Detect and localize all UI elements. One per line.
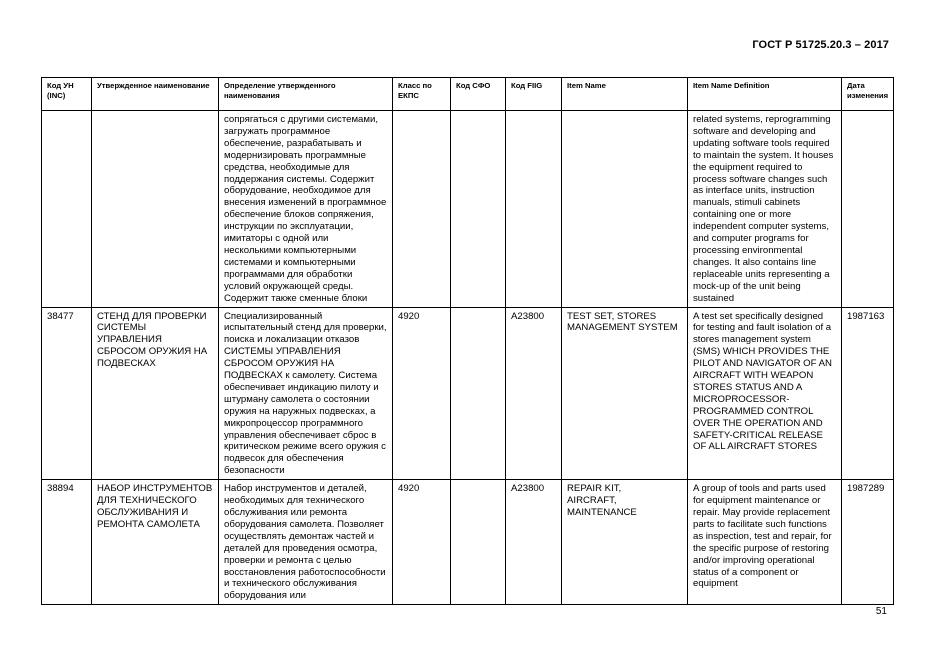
cell-sfo-code: [451, 480, 506, 605]
cell-item-name-definition: related systems, reprogramming software and developing and updating software tools required to maintain the system. It houses the equipment required to process software changes such as interface units, instruction manuals, stimuli cabinets containing one or more independent computer systems, and computer programs for processing environmental changes. It also contains line replaceable units representing a mock-up of the unit being sustained: [688, 111, 842, 308]
header-approved-name: Утвержденное наименование: [92, 78, 219, 111]
cell-definition: Специализированный испытательный стенд для проверки, поиска и локализации отказов СИСТЕМЫ УПРАВЛЕНИЯ СБРОСОМ ОРУЖИЯ НА ПОДВЕСКАХ к самолету. Система обеспечивает индикацию пилоту и штурману самолета о состоянии оружия на наружных подвесках, а микропроцессор программного управления обеспечивает сброс в критическом режиме всего оружия с подвесок для обеспечения безопасности: [219, 307, 393, 480]
cell-fiig-code: A23800: [506, 307, 562, 480]
cell-change-date: 1987289: [842, 480, 894, 605]
cell-inc: 38894: [42, 480, 92, 605]
cell-item-name-definition: A test set specifically designed for testing and fault isolation of a stores management system (SMS) WHICH PROVIDES THE PILOT AND NAVIGATOR OF AN AIRCRAFT WITH WEAPON STORES STATUS AND A MICROPROCESSOR-PROGRAMMED CONTROL OVER THE OPERATION AND SAFETY-CRITICAL RELEASE OF ALL AIRCRAFT STORES: [688, 307, 842, 480]
cell-item-name: [562, 111, 688, 308]
header-fiig-code: Код FIIG: [506, 78, 562, 111]
header-approved-name-definition: Определение утвержденного наименования: [219, 78, 393, 111]
cell-approved-name: СТЕНД ДЛЯ ПРОВЕРКИ СИСТЕМЫ УПРАВЛЕНИЯ СБРОСОМ ОРУЖИЯ НА ПОДВЕСКАХ: [92, 307, 219, 480]
table-row: [42, 307, 894, 480]
page-number: 51: [875, 606, 887, 617]
cell-inc: 38477: [42, 307, 92, 480]
cell-approved-name: [92, 111, 219, 308]
cell-sfo-code: [451, 111, 506, 308]
cell-change-date: 1987163: [842, 307, 894, 480]
cell-fiig-code: A23800: [506, 480, 562, 605]
cell-inc: [42, 111, 92, 308]
header-change-date: Дата изменения: [842, 78, 894, 111]
cell-item-name: TEST SET, STORES MANAGEMENT SYSTEM: [562, 307, 688, 480]
cell-sfo-code: [451, 307, 506, 480]
cell-ekps-class: [393, 111, 451, 308]
header-item-name-definition: Item Name Definition: [688, 78, 842, 111]
catalog-table: [41, 77, 894, 605]
cell-ekps-class: 4920: [393, 307, 451, 480]
cell-definition: Набор инструментов и деталей, необходимых для технического обслуживания или ремонта оборудования самолета. Позволяет осуществлять демонтаж частей и деталей для проведения осмотра, проверки и ремонта с целью восстановления работоспособности и технического обслуживания оборудования или: [219, 480, 393, 605]
header-sfo-code: Код СФО: [451, 78, 506, 111]
cell-approved-name: НАБОР ИНСТРУМЕНТОВ ДЛЯ ТЕХНИЧЕСКОГО ОБСЛУЖИВАНИЯ И РЕМОНТА САМОЛЕТА: [92, 480, 219, 605]
table-row: [42, 111, 894, 308]
document-standard-number: ГОСТ Р 51725.20.3 – 2017: [752, 39, 889, 51]
table-header-row: [42, 78, 894, 111]
cell-change-date: [842, 111, 894, 308]
table-row: [42, 480, 894, 605]
header-ekps-class: Класс по ЕКПС: [393, 78, 451, 111]
cell-definition: сопрягаться с другими системами, загружать программное обеспечение, разрабатывать и модернизировать программные средства, необходимые для поддержания системы. Содержит оборудование, необходимое для внесения изменений в программное обеспечение блоков сопряжения, инструкции по эксплуатации, имитаторы с одной или несколькими компьютерными системами и компьютерными программами для обработки условий окружающей среды. Содержит также сменные блоки: [219, 111, 393, 308]
cell-ekps-class: 4920: [393, 480, 451, 605]
cell-item-name-definition: A group of tools and parts used for equipment maintenance or repair. May provide replacement parts to facilitate such functions as inspection, test and repair, for the specific purpose of restoring and/or improving operational status of a component or equipment: [688, 480, 842, 605]
cell-fiig-code: [506, 111, 562, 308]
cell-item-name: REPAIR KIT, AIRCRAFT, MAINTENANCE: [562, 480, 688, 605]
header-inc-code: Код УН (INC): [42, 78, 92, 111]
header-item-name: Item Name: [562, 78, 688, 111]
